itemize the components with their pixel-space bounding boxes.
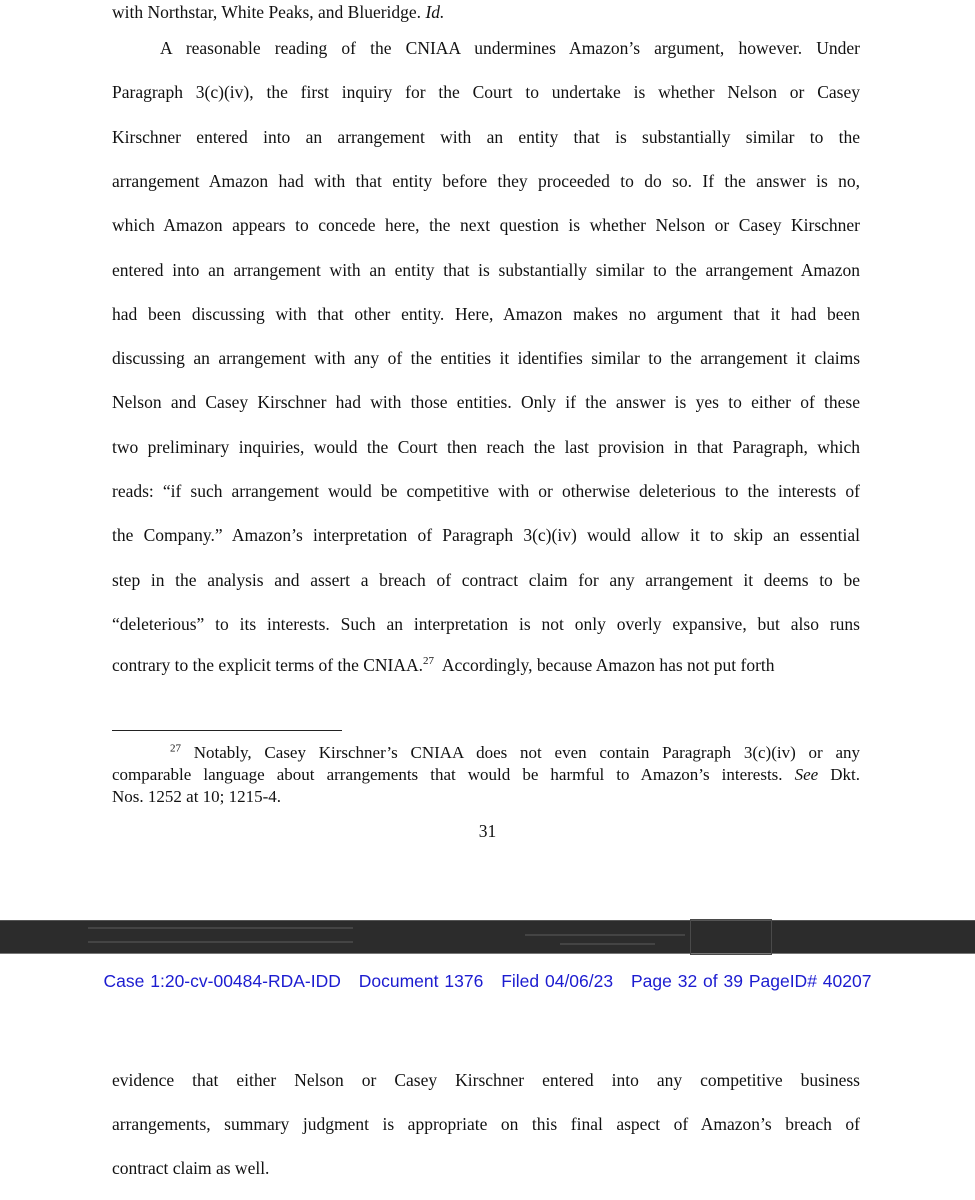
text-line: arrangements, summary judgment is appropriate on this final aspect of Amazon’s breach of — [112, 1114, 860, 1134]
text-line: had been discussing with that other entity. Here, Amazon makes no argument that it had been — [112, 303, 860, 324]
text-line: Nelson and Casey Kirschner had with those entities. Only if the answer is yes to either of these — [112, 392, 860, 413]
filed-date: Filed 04/06/23 — [501, 971, 614, 991]
text-line: entered into an arrangement with an entity that is substantially similar to the arrangement Amazon — [112, 259, 860, 280]
text-span: Notably, Casey Kirschner’s CNIAA does not even contain Paragraph 3(c)(iv) or any — [181, 743, 860, 762]
page-separator — [0, 920, 975, 954]
page-info: Page 32 of 39 PageID# 40207 — [630, 971, 872, 991]
text-span: Nos. 1252 at 10; 1215-4. — [112, 787, 282, 806]
text-line — [112, 654, 860, 676]
text-line: two preliminary inquiries, would the Court then reach the last provision in that Paragraph, which — [112, 436, 860, 457]
citation: See — [794, 765, 819, 784]
text-line: Kirschner entered into an arrangement with an entity that is substantially similar to the — [112, 126, 860, 147]
footnote-ref[interactable]: 27 — [423, 655, 435, 668]
case-number: Case 1:20-cv-00484-RDA-IDD — [103, 971, 341, 991]
text-span: with Northstar, White Peaks, and Blueridge. — [112, 2, 422, 22]
text-span: Accordingly, because Amazon has not put forth — [434, 655, 775, 675]
text-span: contrary to the explicit terms of the CNIAA. — [112, 655, 424, 675]
text-line: evidence that either Nelson or Casey Kirschner entered into any competitive business — [112, 1070, 860, 1090]
ecf-header — [0, 971, 975, 992]
footnote-line — [112, 786, 860, 808]
text-line — [112, 1, 860, 23]
document-number: Document 1376 — [358, 971, 484, 991]
text-line: reads: “if such arrangement would be competitive with or otherwise deleterious to the interests of — [112, 481, 860, 501]
text-line: “deleterious” to its interests. Such an interpretation is not only overly expansive, but also runs — [112, 613, 860, 634]
text-line: step in the analysis and assert a breach of contract claim for any arrangement it deems to be — [112, 569, 860, 590]
text-line: arrangement Amazon had with that entity before they proceeded to do so. If the answer is no, — [112, 170, 860, 191]
footnote-line — [112, 764, 860, 786]
text-line: A reasonable reading of the CNIAA undermines Amazon’s argument, however. Under — [160, 38, 860, 58]
text-line: discussing an arrangement with any of the entities it identifies similar to the arrangement it claims — [112, 348, 860, 369]
page-number: 31 — [478, 821, 497, 841]
text-span: comparable language about arrangements that would be harmful to Amazon’s interests. — [112, 765, 783, 784]
footnote-divider — [112, 730, 342, 731]
text-line: contract claim as well. — [112, 1158, 270, 1178]
footnote-line — [170, 742, 860, 764]
text-span: Dkt. — [818, 765, 861, 784]
court-seal-icon — [690, 919, 772, 955]
text-line: the Company.” Amazon’s interpretation of Paragraph 3(c)(iv) would allow it to skip an essential — [112, 525, 860, 546]
footnote-number: 27 — [170, 742, 181, 755]
text-line: which Amazon appears to concede here, the next question is whether Nelson or Casey Kirschner — [112, 215, 860, 236]
citation: Id. — [425, 2, 445, 22]
text-line: Paragraph 3(c)(iv), the first inquiry for the Court to undertake is whether Nelson or Casey — [112, 82, 860, 103]
